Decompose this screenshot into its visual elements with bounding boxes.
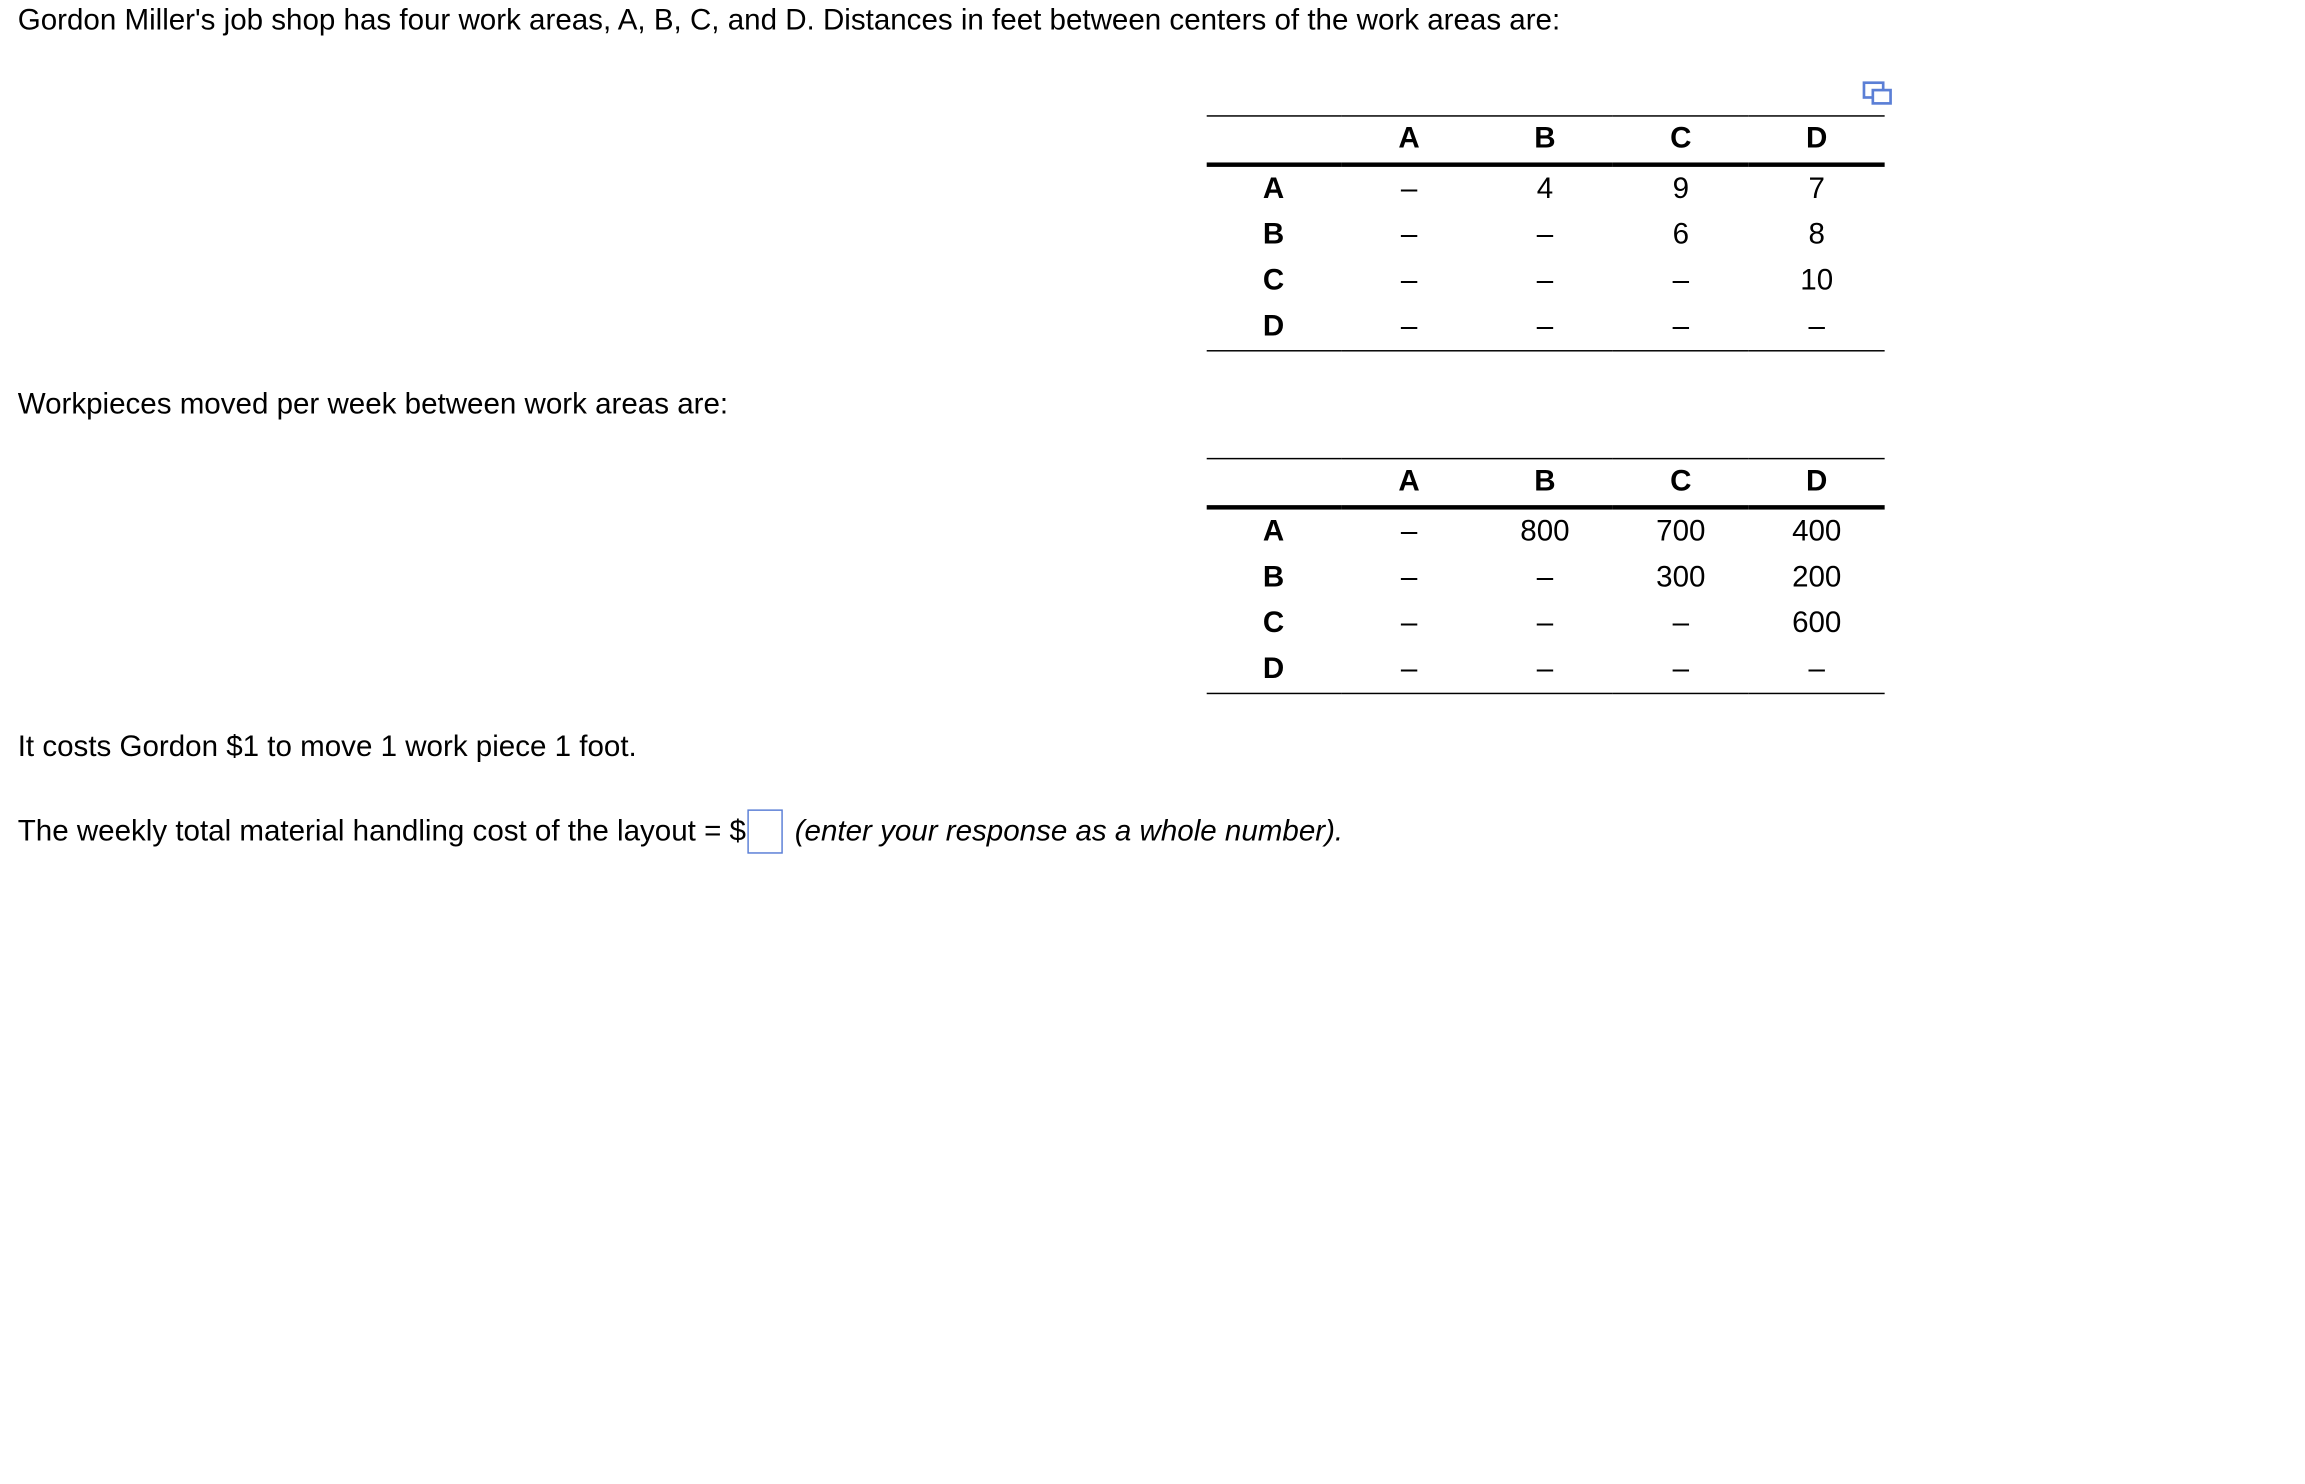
table-cell: – [1672, 652, 1690, 686]
table-cell: – [1672, 264, 1690, 297]
table-cell: – [1400, 172, 1418, 206]
distance-table-corner [1207, 116, 1341, 165]
table-cell: – [1536, 218, 1554, 252]
table-cell: 700 [1656, 515, 1706, 548]
table-cell: 8 [1808, 218, 1825, 252]
table-cell: 800 [1520, 515, 1570, 548]
distance-table-header-row [1207, 116, 1885, 165]
table-cell: – [1400, 607, 1418, 640]
answer-prefix: The weekly total material handling cost of the layout = $ [17, 815, 746, 848]
table-cell: – [1808, 310, 1825, 343]
table-row [1207, 647, 1885, 694]
workpieces-col-header-b: B [1534, 465, 1556, 498]
table-cell: 9 [1672, 172, 1690, 206]
cost-text: It costs Gordon $1 to move 1 work piece 1 foot. [17, 731, 637, 764]
table-cell: 4 [1536, 172, 1554, 206]
distance-row-header: D [1262, 310, 1285, 343]
table-cell: 10 [1800, 264, 1834, 297]
table-cell: – [1672, 607, 1690, 640]
table-cell: 6 [1672, 218, 1690, 252]
workpieces-table-corner [1207, 459, 1341, 508]
table-cell: – [1536, 652, 1554, 686]
answer-input[interactable] [747, 809, 782, 853]
distance-col-header-b: B [1534, 122, 1556, 156]
answer-hint: (enter your response as a whole number). [794, 815, 1344, 848]
workpieces-col-header-a: A [1398, 465, 1420, 498]
table-row [1207, 258, 1885, 304]
table-cell: 300 [1656, 561, 1706, 594]
table-cell: – [1536, 561, 1554, 594]
table-cell: 600 [1792, 607, 1842, 640]
distance-row-header: A [1262, 172, 1285, 206]
workpieces-row-header: A [1262, 515, 1285, 548]
table-row [1207, 213, 1885, 259]
table-row [1207, 304, 1885, 351]
intro-text: Gordon Miller's job shop has four work areas, A, B, C, and D. Distances in feet between centers of the work areas are: [17, 4, 1561, 37]
table-cell: – [1400, 652, 1418, 686]
table-cell: – [1808, 652, 1825, 686]
table-cell: – [1400, 264, 1418, 297]
table-row [1207, 507, 1885, 555]
workpieces-row-header: D [1262, 652, 1285, 686]
table-cell: – [1400, 561, 1418, 594]
table-cell: – [1400, 310, 1418, 343]
table-cell: – [1536, 264, 1554, 297]
table-cell: – [1672, 310, 1690, 343]
popout-window-icon[interactable] [1861, 80, 1893, 110]
workpieces-text: Workpieces moved per week between work areas are: [17, 388, 729, 421]
distance-col-header-c: C [1670, 122, 1692, 156]
table-cell: – [1536, 607, 1554, 640]
distance-col-header-a: A [1398, 122, 1420, 156]
table-cell: – [1536, 310, 1554, 343]
distance-row-header: B [1262, 218, 1285, 252]
workpieces-col-header-d: D [1806, 465, 1828, 498]
answer-line [18, 809, 1343, 853]
table-cell: 200 [1792, 561, 1842, 594]
distance-col-header-d: D [1806, 122, 1828, 156]
table-row [1207, 165, 1885, 213]
table-cell: – [1400, 515, 1418, 548]
table-cell: 400 [1792, 515, 1842, 548]
table-row [1207, 601, 1885, 647]
workpieces-table-header-row [1207, 459, 1885, 508]
workpieces-row-header: B [1262, 561, 1285, 594]
table-cell: – [1400, 218, 1418, 252]
workpieces-row-header: C [1262, 607, 1285, 640]
distance-row-header: C [1262, 264, 1285, 297]
table-row [1207, 555, 1885, 601]
distance-table [1207, 115, 1885, 351]
workpieces-table [1207, 458, 1885, 694]
workpieces-col-header-c: C [1670, 465, 1692, 498]
table-cell: 7 [1808, 172, 1825, 206]
